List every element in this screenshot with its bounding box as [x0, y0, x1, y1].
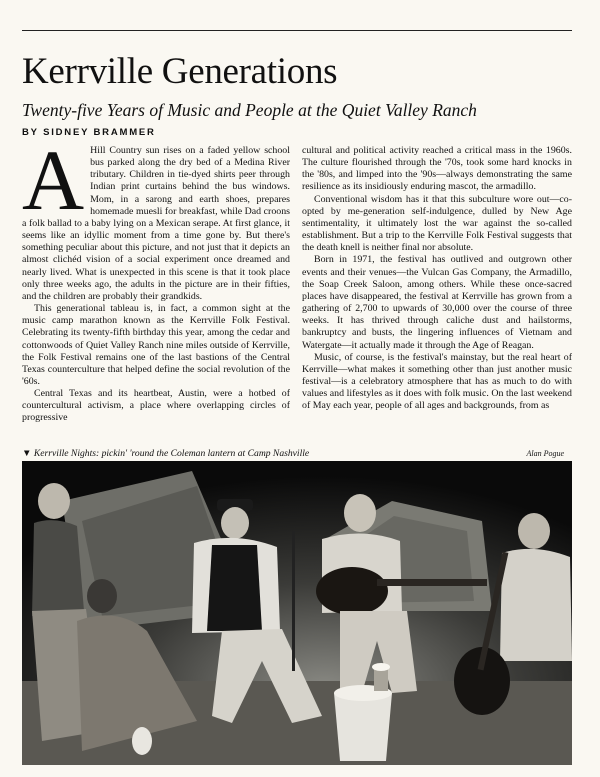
paragraph: cultural and political activity reached a critical mass in the 1960s. The culture flourished through the '70s, took some hard knocks in the '80s, and limped into the '90s—always demonstrating the same resilience as its insidiously enduring mascot, the armadillo.	[302, 145, 572, 193]
paragraph: Music, of course, is the festival's mainstay, but the real heart of Kerrville—what makes it something other than just another music festival—is a celebratory atmosphere that has as much to do with values and lifestyles as it does with folk music. On the last weekend of May each year, people of all ages and backgrounds, from as	[302, 351, 572, 412]
campfire-photo-illustration	[22, 461, 572, 765]
byline: BY SIDNEY BRAMMER	[22, 127, 156, 138]
left-column	[22, 145, 290, 438]
drop-cap: A	[22, 145, 85, 228]
article-subtitle: Twenty-five Years of Music and People at the Quiet Valley Ranch	[22, 100, 477, 120]
paragraph	[22, 145, 290, 303]
paragraph: Conventional wisdom has it that this subculture wore out—co-opted by me-generation self-indulgence, dulled by New Age sentimentality, it ultimately lost the war against the so-called establishment. But a trip to the Kerrville Folk Festival suggests that the death knell is neither final nor absolute.	[302, 193, 572, 254]
photo-caption-row	[22, 448, 572, 459]
paragraph: This generational tableau is, in fact, a common sight at the music camp marathon known as the Kerrville Folk Festival. Celebrating its twenty-fifth birthday this year, among the cedar and cottonwoods of Quiet Valley Ranch nine miles outside of Kerrville, the Folk Festival remains one of the last bastions of the Central Texas counterculture that helped define the social revolution of the '60s.	[22, 303, 290, 387]
photo-caption: ▼ Kerrville Nights: pickin' 'round the Coleman lantern at Camp Nashville	[22, 448, 310, 459]
paragraph: Born in 1971, the festival has outlived and outgrown other events and their venues—the Vulcan Gas Company, the Armadillo, the Soap Creek Saloon, among others. While these once-sacred places have disappeared, the festival at Kerrville has grown from a gathering of 2,700 to upwards of 30,000 over the course of three weeks. It has thrived through caliche dust and hailstorms, bankruptcy and busts, the lingering influences of Vietnam and Watergate—it actually made it through the Age of Reagan.	[302, 254, 572, 351]
article-title: Kerrville Generations	[22, 51, 338, 92]
campfire-photo	[22, 461, 572, 765]
photo-credit: Alan Pogue	[526, 449, 564, 458]
paragraph: Central Texas and its heartbeat, Austin, were a hotbed of countercultural activism, a place where overlapping circles of progressive	[22, 388, 290, 424]
right-column	[302, 145, 572, 438]
paragraph-text: Hill Country sun rises on a faded yellow school bus parked along the dry bed of a Medina River tributary. Children in tie-dyed shirts peer through Indian print curtains behind the bus windows. Mom, in a sarong and earth shoes, prepares homemade muesli for breakfast, while Dad croons a folk ballad to a baby lying on a Mexican serape. At first glance, it seems like an idyllic moment from a time gone by. But there's something peculiar about this picture, and not just that it depicts an almost clichéd vision of a social experiment once dreamed and nearly lived. What is unexpected in this scene is that it took place only three weeks ago, the adults in the picture are in their fifties, and the children are probably their grandkids.	[22, 145, 290, 302]
top-rule	[22, 30, 572, 31]
